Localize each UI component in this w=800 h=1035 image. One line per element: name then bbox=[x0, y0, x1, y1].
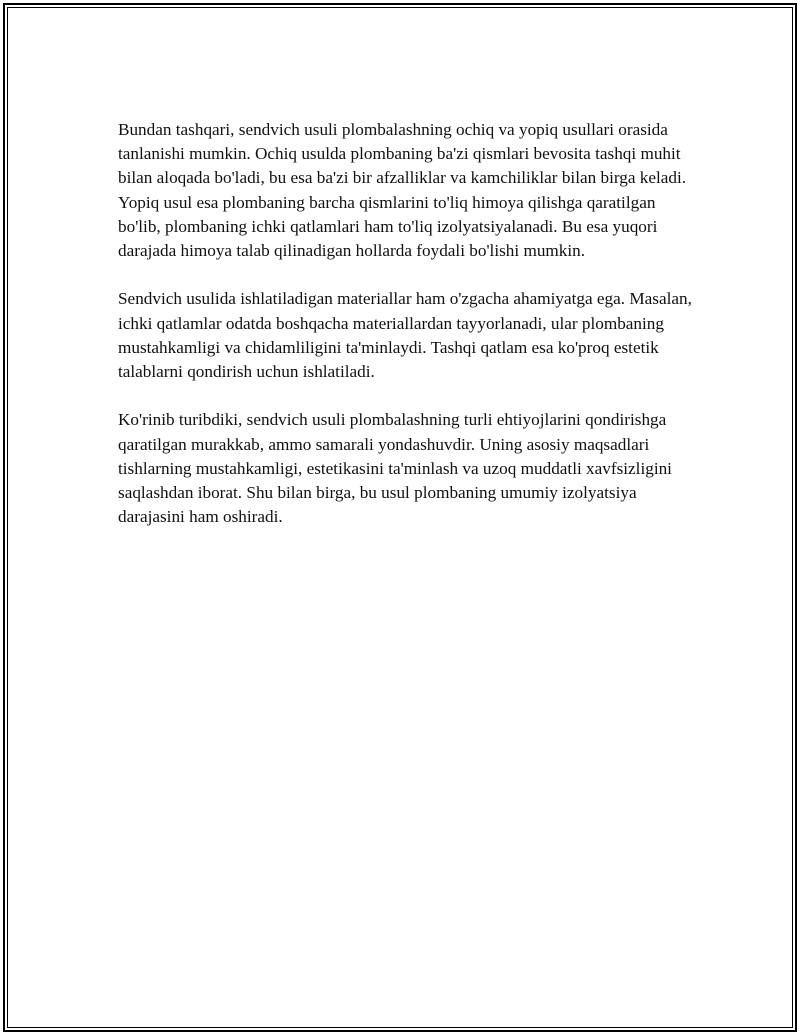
document-body bbox=[118, 118, 696, 554]
paragraph-2: Sendvich usulida ishlatiladigan materiallar ham o'zgacha ahamiyatga ega. Masalan, ichki qatlamlar odatda boshqacha materiallardan tayyorlanadi, ular plombaning mustahkamligi va chidamliligini ta'minlaydi. Tashqi qatlam esa ko'proq estetik talablarni qondirish uchun ishlatiladi. bbox=[118, 289, 692, 382]
paragraph-1: Bundan tashqari, sendvich usuli plombalashning ochiq va yopiq usullari orasida tanlanishi mumkin. Ochiq usulda plombaning ba'zi qismlari bevosita tashqi muhit bilan aloqada bo'ladi, bu esa ba'zi bir afzalliklar va kamchiliklar bilan birga keladi. Yopiq usul esa plombaning barcha qismlarini to'liq himoya qilishga qaratilgan bo'lib, plombaning ichki qatlamlari ham to'liq izolyatsiyalanadi. Bu esa yuqori darajada himoya talab qilinadigan hollarda foydali bo'lishi mumkin. bbox=[118, 120, 687, 261]
paragraph-3: Ko'rinib turibdiki, sendvich usuli plombalashning turli ehtiyojlarini qondirishga qaratilgan murakkab, ammo samarali yondashuvdir. Uning asosiy maqsadlari tishlarning mustahkamligi, estetikasini ta'minlash va uzoq muddatli xavfsizligini saqlashdan iborat. Shu bilan birga, bu usul plombaning umumiy izolyatsiya darajasini ham oshiradi. bbox=[118, 410, 672, 527]
